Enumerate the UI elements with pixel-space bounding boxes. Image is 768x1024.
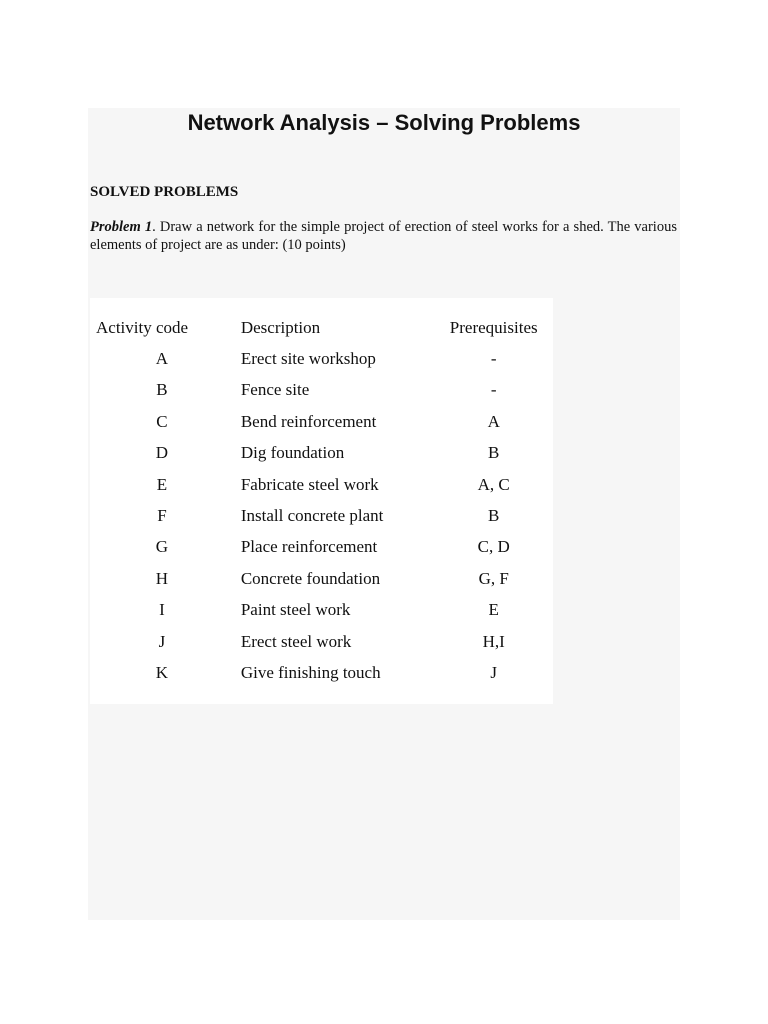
prerequisites-cell: E bbox=[488, 600, 499, 620]
description-cell: Fence site bbox=[240, 380, 310, 400]
description-cell: Erect steel work bbox=[240, 631, 352, 651]
problem-label: Problem 1 bbox=[90, 219, 153, 235]
table-row bbox=[90, 657, 553, 688]
prerequisites-cell: A, C bbox=[477, 474, 510, 494]
activity-code-cell: F bbox=[157, 506, 167, 526]
table-row bbox=[90, 469, 553, 500]
activity-code-cell: E bbox=[156, 474, 168, 494]
table-row bbox=[90, 563, 553, 594]
prerequisites-cell: C, D bbox=[477, 537, 510, 557]
table-row bbox=[90, 438, 553, 469]
prerequisites-cell: J bbox=[490, 662, 498, 682]
activity-table bbox=[90, 312, 553, 689]
prerequisites-cell: A bbox=[487, 411, 500, 431]
description-cell: Install concrete plant bbox=[240, 506, 384, 526]
table-row bbox=[90, 595, 553, 626]
description-cell: Erect site workshop bbox=[240, 349, 376, 369]
prerequisites-cell: - bbox=[490, 349, 497, 369]
activity-code-cell: K bbox=[155, 662, 169, 682]
table-row bbox=[90, 375, 553, 406]
activity-code-cell: G bbox=[155, 537, 169, 557]
activity-code-cell: I bbox=[159, 600, 165, 620]
prerequisites-cell: - bbox=[490, 380, 497, 400]
table-body bbox=[90, 343, 553, 688]
table-row bbox=[90, 626, 553, 657]
table-row bbox=[90, 406, 553, 437]
table-header-row bbox=[90, 312, 553, 343]
header-description: Description bbox=[240, 317, 321, 337]
prerequisites-cell: G, F bbox=[478, 568, 509, 588]
table-row bbox=[90, 532, 553, 563]
description-cell: Place reinforcement bbox=[240, 537, 378, 557]
prerequisites-cell: B bbox=[488, 506, 500, 526]
activity-table-container bbox=[90, 298, 553, 704]
problem-statement bbox=[90, 218, 677, 254]
description-cell: Fabricate steel work bbox=[240, 474, 379, 494]
description-cell: Dig foundation bbox=[240, 443, 345, 463]
header-prerequisites: Prerequisites bbox=[449, 317, 538, 337]
description-cell: Bend reinforcement bbox=[240, 411, 377, 431]
activity-code-cell: B bbox=[156, 380, 168, 400]
description-cell: Concrete foundation bbox=[240, 568, 381, 588]
section-heading: SOLVED PROBLEMS bbox=[90, 184, 239, 200]
header-activity-code: Activity code bbox=[96, 317, 189, 337]
activity-code-cell: D bbox=[155, 443, 169, 463]
description-cell: Paint steel work bbox=[240, 600, 351, 620]
description-cell: Give finishing touch bbox=[240, 662, 381, 682]
activity-code-cell: A bbox=[155, 349, 169, 369]
page-title: Network Analysis – Solving Problems bbox=[187, 110, 581, 135]
prerequisites-cell: H,I bbox=[482, 631, 505, 651]
problem-text: . Draw a network for the simple project of erection of steel works for a shed. The various elements of project are as under: (10 points) bbox=[90, 219, 677, 253]
table-row bbox=[90, 500, 553, 531]
table-row bbox=[90, 343, 553, 374]
activity-code-cell: J bbox=[158, 631, 166, 651]
activity-code-cell: H bbox=[155, 568, 169, 588]
activity-code-cell: C bbox=[156, 411, 168, 431]
prerequisites-cell: B bbox=[488, 443, 500, 463]
